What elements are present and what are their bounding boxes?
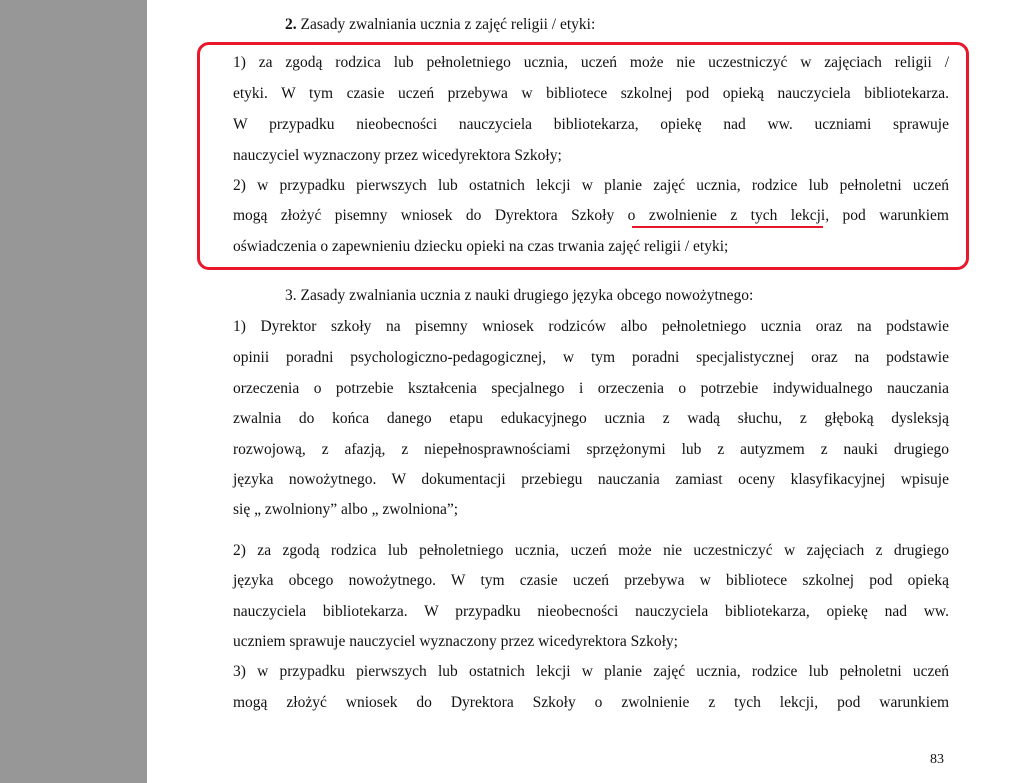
- section-3-line: 2) za zgodą rodzica lub pełnoletniego ucznia, uczeń może nie uczestniczyć w zajęciach z drugiego: [233, 542, 949, 559]
- highlight-box: [197, 42, 969, 270]
- page-number: 83: [930, 752, 944, 767]
- section-3-line: języka nowożytnego. W dokumentacji przebiegu nauczania zamiast oceny klasyfikacyjnej wpisuje: [233, 471, 949, 488]
- section-2-line: 1) za zgodą rodzica lub pełnoletniego ucznia, uczeń może nie uczestniczyć w zajęciach religii /: [233, 54, 949, 71]
- section-3-line: zwalnia do końca danego etapu edukacyjnego ucznia z wadą słuchu, z głęboką dysleksją: [233, 410, 949, 427]
- section-3-line: 3) w przypadku pierwszych lub ostatnich lekcji w planie zajęć ucznia, rodzice lub pełnoletni uczeń: [233, 663, 949, 680]
- section-2-line: etyki. W tym czasie uczeń przebywa w bibliotece szkolnej pod opieką nauczyciela bibliotekarza.: [233, 85, 949, 102]
- section-3-line: mogą złożyć wniosek do Dyrektora Szkoły o zwolnienie z tych lekcji, pod warunkiem: [233, 694, 949, 711]
- section-3-line: opinii poradni psychologiczno-pedagogicznej, w tym poradni specjalistycznej oraz na podstawie: [233, 349, 949, 366]
- section-2-heading: [285, 15, 595, 35]
- section-3-line: języka obcego nowożytnego. W tym czasie uczeń przebywa w bibliotece szkolnej pod opieką: [233, 572, 949, 589]
- section-3-line: uczniem sprawuje nauczyciel wyznaczony przez wicedyrektora Szkoły;: [233, 633, 678, 650]
- section-2-line: 2) w przypadku pierwszych lub ostatnich lekcji w planie zajęć ucznia, rodzice lub pełnoletni uczeń: [233, 177, 949, 194]
- viewer-margin-left: [0, 0, 147, 783]
- section-2-line: mogą złożyć pisemny wniosek do Dyrektora Szkoły o zwolnienie z tych lekcji, pod warunkiem: [233, 207, 949, 224]
- section-3-line: 1) Dyrektor szkoły na pisemny wniosek rodziców albo pełnoletniego ucznia oraz na podstawie: [233, 318, 949, 335]
- section-3-heading: 3. Zasady zwalniania ucznia z nauki drugiego języka obcego nowożytnego:: [285, 287, 754, 304]
- section-3-line: rozwojową, z afazją, z niepełnosprawnościami sprzężonymi lub z autyzmem z nauki drugiego: [233, 441, 949, 458]
- section-2-line: W przypadku nieobecności nauczyciela bibliotekarza, opiekę nad ww. uczniami sprawuje: [233, 116, 949, 133]
- section-2-line: nauczyciel wyznaczony przez wicedyrektora Szkoły;: [233, 147, 562, 164]
- section-3-line: się „ zwolniony” albo „ zwolniona”;: [233, 501, 459, 518]
- section-2-number: 2.: [285, 16, 297, 33]
- red-underline-annotation: [632, 226, 823, 228]
- section-3-line: orzeczenia o potrzebie kształcenia specjalnego i orzeczenia o potrzebie indywidualnego nauczania: [233, 380, 949, 397]
- section-3-line: nauczyciela bibliotekarza. W przypadku nieobecności nauczyciela bibliotekarza, opiekę nad ww.: [233, 603, 949, 620]
- section-2-title: Zasady zwalniania ucznia z zajęć religii / etyki:: [296, 16, 596, 33]
- section-2-line: oświadczenia o zapewnieniu dziecku opieki na czas trwania zajęć religii / etyki;: [233, 238, 729, 255]
